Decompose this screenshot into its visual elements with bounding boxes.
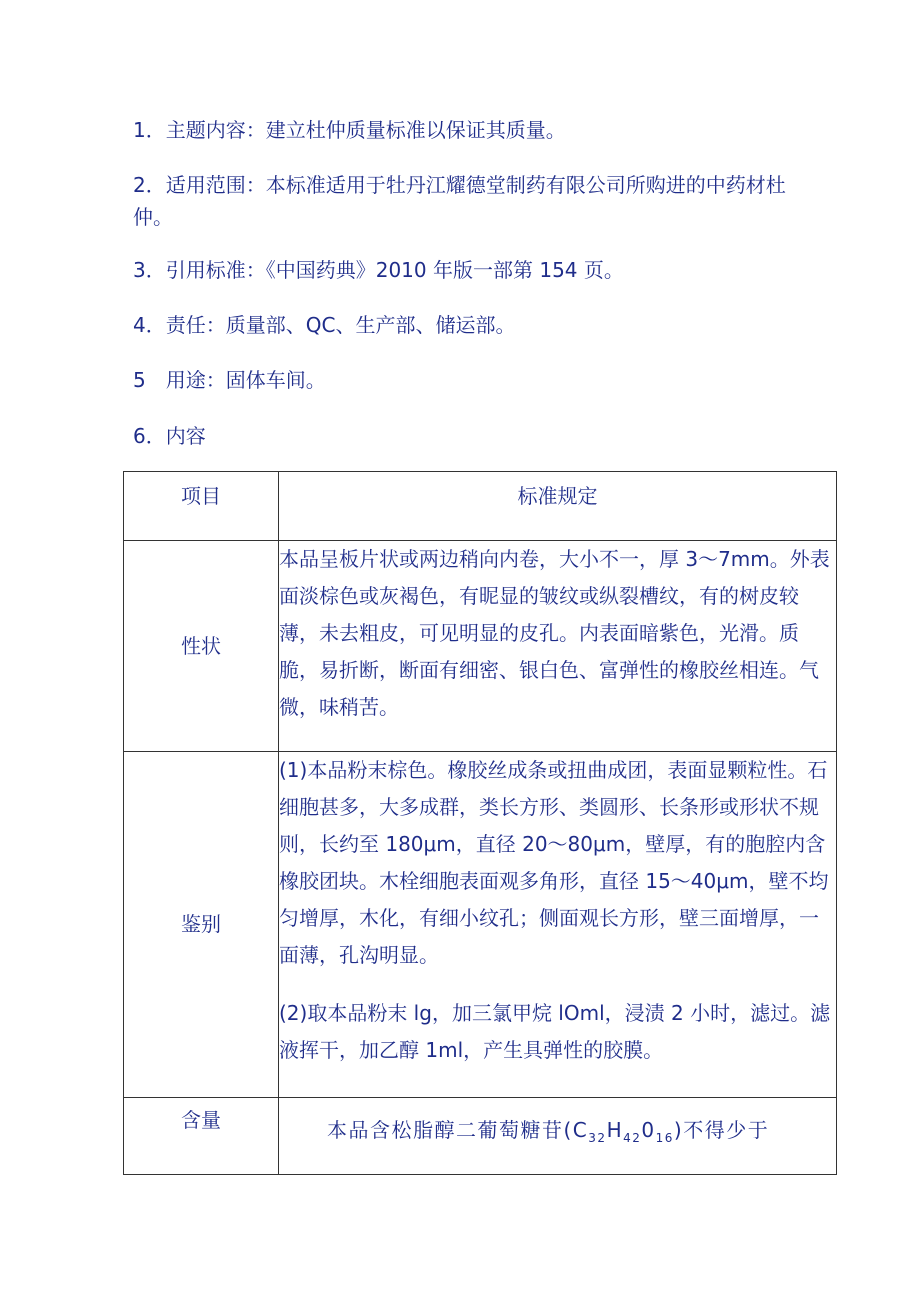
header-standard: 标准规定 [279,472,837,541]
identification-text-1: (1)本品粉末棕色。橡胶丝成条或扭曲成团，表面显颗粒性。石细胞甚多，大多成群，类长方形、类圆形、长条形或形状不规则，长约至 180μm，直径 20～80μm，壁厚，有的胞腔内含橡胶团块。木栓细胞表面观多角形，直径 15～40μm，壁不均匀增厚，木化，有细小纹孔；侧面观长方形，壁三面增厚，一面薄，孔沟明显。 [279,758,829,967]
section-5: 5 用途：固体车间。 [133,368,326,392]
section-1: 1．主题内容：建立杜仲质量标准以保证其质量。 [133,118,566,142]
table-row [124,541,837,752]
row-standard-content: 本品含松脂醇二葡萄糖苷$(C_{32}H_{42}0_{16})$不得少于 [279,1098,837,1175]
section-4: 4．责任：质量部、QC、生产部、储运部。 [133,313,516,337]
section-2: 2．适用范围：本标准适用于牡丹江耀德堂制药有限公司所购进的中药材杜仲。 [133,173,786,229]
row-item-content: 含量 [124,1098,279,1175]
section-6: 6．内容 [133,424,206,448]
table-row [124,752,837,1098]
row-item-characters: 性状 [124,541,279,752]
table-header-row [124,472,837,541]
row-standard-identification [279,752,837,1098]
table-row [124,1098,837,1175]
standard-table [123,471,837,1175]
section-3: 3．引用标准：《中国药典》2010 年版一部第 154 页。 [133,258,624,282]
header-item: 项目 [124,472,279,541]
row-item-identification: 鉴别 [124,752,279,1098]
characters-text: 本品呈板片状或两边稍向内卷，大小不一，厚 3～7mm。外表面淡棕色或灰褐色，有昵显的皱纹或纵裂槽纹，有的树皮较薄，未去粗皮，可见明显的皮孔。内表面暗紫色，光滑。质脆，易折断，断面有细密、银白色、富弹性的橡胶丝相连。气微，味稍苦。 [279,547,830,719]
identification-text-2: (2)取本品粉末 lg，加三氯甲烷 lOml，浸渍 2 小时，滤过。滤液挥干，加乙醇 1ml，产生具弹性的胶膜。 [279,1001,831,1062]
row-standard-characters [279,541,837,752]
